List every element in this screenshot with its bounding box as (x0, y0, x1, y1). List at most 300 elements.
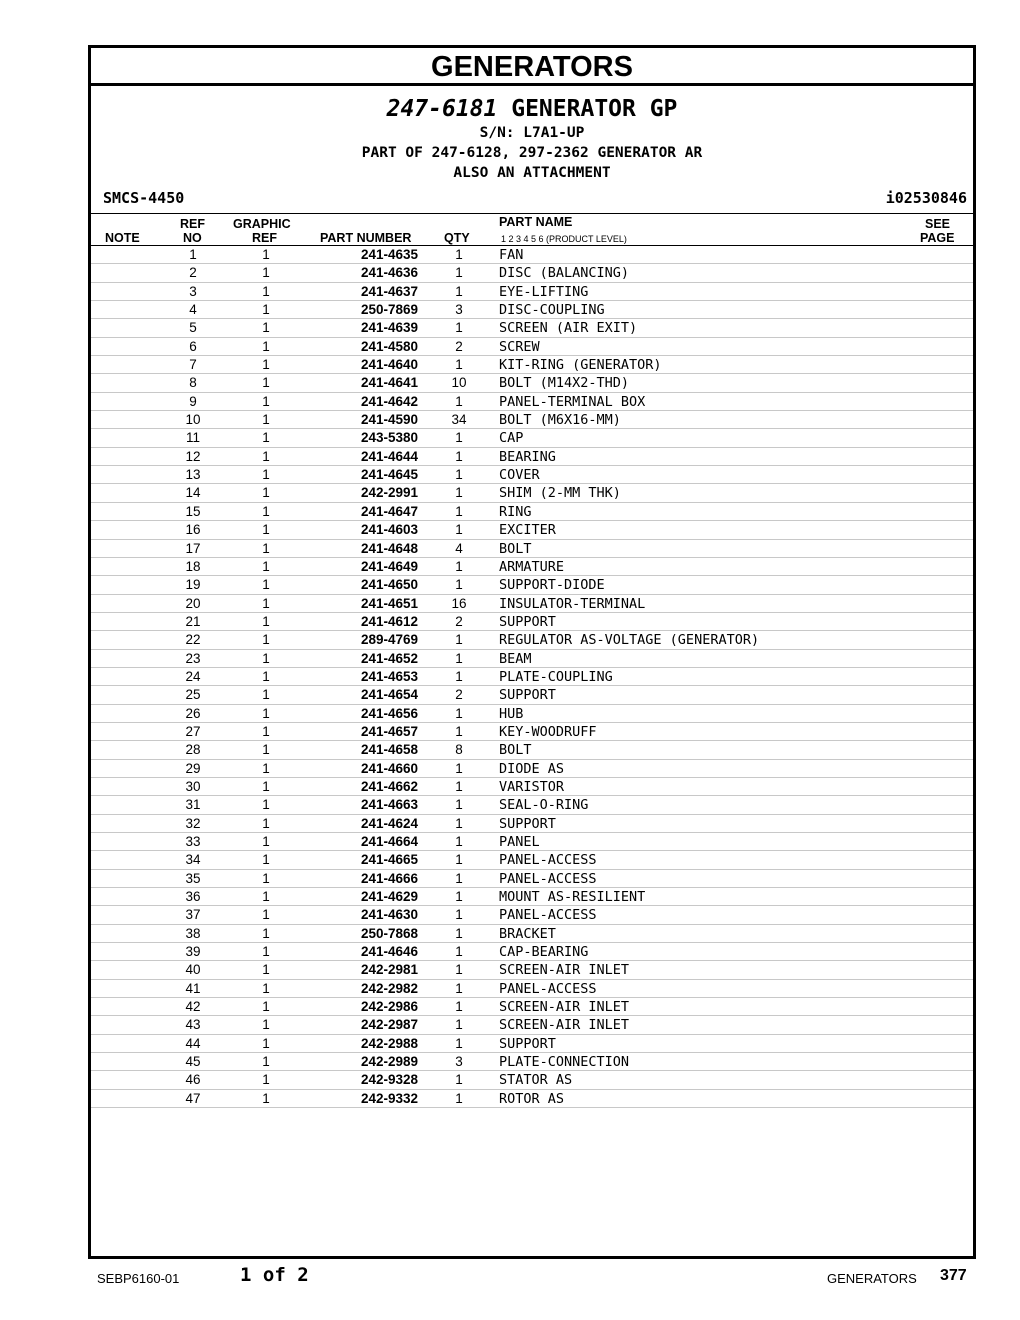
graphic-ref: 1 (262, 1090, 270, 1106)
footer-page-number: 377 (940, 1267, 967, 1284)
table-row (91, 650, 973, 668)
table-row (91, 595, 973, 613)
graphic-ref: 1 (262, 778, 270, 794)
table-row (91, 906, 973, 924)
col-ref-top: REF (180, 217, 205, 231)
table-row (91, 374, 973, 392)
col-part-number: PART NUMBER (320, 231, 412, 245)
table-row (91, 319, 973, 337)
qty: 1 (455, 723, 463, 739)
part-name: PLATE-CONNECTION (499, 1054, 630, 1071)
table-row (91, 356, 973, 374)
qty: 1 (455, 485, 463, 501)
part-number: 242-2987 (360, 1017, 418, 1033)
graphic-ref: 1 (262, 595, 270, 611)
part-number: 241-4640 (360, 357, 418, 373)
table-row (91, 961, 973, 979)
part-number: 289-4769 (360, 632, 418, 648)
ref-no: 46 (185, 1072, 201, 1088)
ref-no: 6 (189, 338, 197, 354)
qty: 1 (455, 907, 463, 923)
graphic-ref: 1 (262, 742, 270, 758)
part-number: 241-4580 (360, 338, 418, 354)
part-of-line: PART OF 247-6128, 297-2362 GENERATOR AR (361, 145, 703, 161)
table-row (91, 870, 973, 888)
part-name: BOLT (M6X16-MM) (499, 412, 621, 429)
table-row (91, 613, 973, 631)
ref-no: 20 (185, 595, 201, 611)
qty: 1 (455, 815, 463, 831)
qty: 1 (455, 797, 463, 813)
part-number: 241-4663 (360, 797, 418, 813)
qty: 1 (455, 834, 463, 849)
part-name: CAP (499, 430, 524, 447)
graphic-ref: 1 (262, 852, 270, 868)
part-name: HUB (499, 705, 524, 722)
ref-no: 3 (189, 283, 197, 299)
part-number: 241-4653 (360, 668, 418, 684)
part-name: BRACKET (499, 925, 556, 942)
part-name: BEARING (499, 448, 556, 465)
part-number: 241-4637 (360, 283, 418, 299)
ref-no: 10 (185, 412, 201, 428)
qty: 1 (455, 522, 463, 538)
graphic-ref: 1 (262, 540, 270, 556)
part-number: 241-4648 (360, 540, 418, 556)
ref-no: 38 (185, 925, 201, 941)
table-row (91, 888, 973, 906)
group-number: 247-6181 (386, 96, 498, 122)
graphic-ref: 1 (262, 338, 270, 354)
part-name: RING (499, 503, 532, 520)
qty: 1 (455, 962, 463, 978)
qty: 1 (455, 503, 463, 519)
ref-no: 1 (189, 247, 197, 262)
part-number: 241-4658 (360, 742, 418, 758)
graphic-ref: 1 (262, 687, 270, 703)
part-name: PANEL-TERMINAL BOX (499, 393, 646, 410)
part-name: BOLT (499, 540, 532, 557)
part-number: 241-4654 (360, 687, 418, 703)
table-row (91, 521, 973, 539)
graphic-ref: 1 (262, 247, 270, 262)
part-number: 242-2989 (360, 1054, 418, 1070)
table-row (91, 705, 973, 723)
qty: 1 (455, 1017, 463, 1033)
ref-no: 41 (185, 980, 201, 996)
graphic-ref: 1 (262, 723, 270, 739)
part-number: 241-4636 (360, 265, 418, 281)
part-name: KEY-WOODRUFF (499, 723, 597, 740)
part-name: BOLT (499, 742, 532, 759)
part-number: 241-4641 (360, 375, 418, 391)
illustration-id: i02530846 (885, 189, 967, 207)
table-row (91, 668, 973, 686)
part-name: FAN (499, 247, 524, 263)
ref-no: 26 (185, 705, 201, 721)
part-name: MOUNT AS-RESILIENT (499, 889, 646, 906)
table-row (91, 264, 973, 282)
part-number: 242-2981 (360, 962, 418, 978)
part-number: 242-9328 (360, 1072, 418, 1088)
graphic-ref: 1 (262, 962, 270, 978)
col-note: NOTE (105, 231, 140, 245)
table-row (91, 760, 973, 778)
part-name: SCREW (499, 338, 540, 355)
ref-no: 8 (189, 375, 197, 391)
ref-no: 4 (189, 302, 197, 318)
ref-no: 5 (189, 320, 197, 336)
ref-no: 31 (185, 797, 201, 813)
graphic-ref: 1 (262, 412, 270, 428)
part-number: 241-4629 (360, 889, 418, 905)
part-number: 241-4644 (360, 448, 418, 464)
part-name: STATOR AS (499, 1072, 573, 1089)
ref-no: 23 (185, 650, 201, 666)
group-name: GENERATOR GP (511, 96, 678, 122)
ref-no: 7 (189, 357, 197, 373)
qty: 1 (455, 1072, 463, 1088)
part-name: SCREEN-AIR INLET (499, 962, 630, 979)
ref-no: 43 (185, 1017, 201, 1033)
graphic-ref: 1 (262, 980, 270, 996)
qty: 1 (455, 320, 463, 336)
part-number: 241-4642 (360, 393, 418, 409)
column-headers (91, 214, 973, 246)
table-row (91, 1016, 973, 1034)
qty: 2 (455, 613, 463, 629)
qty: 2 (455, 687, 463, 703)
qty: 1 (455, 944, 463, 960)
table-row (91, 833, 973, 851)
graphic-ref: 1 (262, 613, 270, 629)
ref-no: 33 (185, 834, 201, 849)
part-name: SUPPORT (499, 1035, 556, 1052)
group-title (91, 95, 973, 123)
qty: 4 (455, 540, 463, 556)
footer-doc-id: SEBP6160-01 (97, 1271, 180, 1286)
col-graphic-bottom: REF (252, 231, 277, 245)
table-row (91, 1035, 973, 1053)
part-number: 241-4650 (360, 577, 418, 593)
qty: 1 (455, 852, 463, 868)
qty: 1 (455, 1035, 463, 1051)
part-number: 241-4665 (360, 852, 418, 868)
graphic-ref: 1 (262, 393, 270, 409)
ref-no: 37 (185, 907, 201, 923)
part-name: SCREEN (AIR EXIT) (499, 320, 638, 337)
part-number: 241-4645 (360, 467, 418, 483)
qty: 10 (451, 375, 467, 391)
qty: 1 (455, 467, 463, 483)
table-row (91, 246, 973, 264)
part-number: 241-4666 (360, 870, 418, 886)
footer-page-of: 1 of 2 (240, 1264, 309, 1286)
graphic-ref: 1 (262, 705, 270, 721)
part-name: SUPPORT (499, 687, 556, 704)
table-row (91, 338, 973, 356)
table-row (91, 411, 973, 429)
table-row (91, 998, 973, 1016)
part-name: ARMATURE (499, 558, 565, 575)
table-row (91, 851, 973, 869)
table-row (91, 778, 973, 796)
part-number: 241-4612 (360, 613, 418, 629)
ref-no: 27 (185, 723, 201, 739)
graphic-ref: 1 (262, 1035, 270, 1051)
part-name: ROTOR AS (499, 1090, 565, 1107)
table-row (91, 980, 973, 998)
graphic-ref: 1 (262, 577, 270, 593)
graphic-ref: 1 (262, 320, 270, 336)
part-name: SCREEN-AIR INLET (499, 1017, 630, 1034)
part-number: 241-4660 (360, 760, 418, 776)
ref-no: 28 (185, 742, 201, 758)
qty: 1 (455, 760, 463, 776)
qty: 1 (455, 247, 463, 262)
table-row (91, 283, 973, 301)
ref-no: 25 (185, 687, 201, 703)
part-name: PANEL-ACCESS (499, 870, 597, 887)
ref-no: 42 (185, 999, 201, 1015)
graphic-ref: 1 (262, 430, 270, 446)
table-row (91, 558, 973, 576)
table-row (91, 796, 973, 814)
part-name: SEAL-O-RING (499, 797, 589, 814)
part-name: PANEL (499, 834, 540, 850)
graphic-ref: 1 (262, 650, 270, 666)
ref-no: 29 (185, 760, 201, 776)
part-number: 242-2988 (360, 1035, 418, 1051)
part-name: INSULATOR-TERMINAL (499, 595, 646, 612)
part-number: 242-2982 (360, 980, 418, 996)
smcs-code: SMCS-4450 (103, 189, 185, 207)
col-part-name: PART NAME (499, 215, 573, 229)
graphic-ref: 1 (262, 815, 270, 831)
table-row (91, 429, 973, 447)
part-number: 242-2991 (360, 485, 418, 501)
ref-no: 35 (185, 870, 201, 886)
qty: 34 (451, 412, 467, 428)
part-name: COVER (499, 467, 540, 484)
table-row (91, 1071, 973, 1089)
qty: 8 (455, 742, 463, 758)
part-number: 250-7868 (360, 925, 418, 941)
part-name: REGULATOR AS-VOLTAGE (GENERATOR) (499, 632, 760, 649)
part-name: BOLT (M14X2-THD) (499, 375, 630, 392)
qty: 3 (455, 302, 463, 318)
qty: 1 (455, 558, 463, 574)
qty: 3 (455, 1054, 463, 1070)
table-row (91, 723, 973, 741)
col-see-top: SEE (925, 217, 951, 231)
ref-no: 36 (185, 889, 201, 905)
part-name: DISC (BALANCING) (499, 265, 630, 282)
serial-range: S/N: L7A1-UP (479, 125, 585, 141)
graphic-ref: 1 (262, 1017, 270, 1033)
part-number: 241-4639 (360, 320, 418, 336)
part-number: 241-4624 (360, 815, 418, 831)
part-number: 241-4590 (360, 412, 418, 428)
graphic-ref: 1 (262, 522, 270, 538)
table-row (91, 484, 973, 502)
graphic-ref: 1 (262, 485, 270, 501)
ref-no: 19 (185, 577, 201, 593)
graphic-ref: 1 (262, 1072, 270, 1088)
ref-no: 9 (189, 393, 197, 409)
parts-list (91, 246, 973, 1108)
qty: 1 (455, 889, 463, 905)
part-name: EXCITER (499, 522, 556, 539)
footer-section: GENERATORS (827, 1271, 917, 1286)
smcs-row (91, 188, 973, 214)
qty: 1 (455, 448, 463, 464)
ref-no: 21 (185, 613, 201, 629)
graphic-ref: 1 (262, 907, 270, 923)
graphic-ref: 1 (262, 870, 270, 886)
qty: 1 (455, 999, 463, 1015)
graphic-ref: 1 (262, 760, 270, 776)
table-row (91, 686, 973, 704)
part-number: 241-4630 (360, 907, 418, 923)
graphic-ref: 1 (262, 375, 270, 391)
table-row (91, 301, 973, 319)
ref-no: 44 (185, 1035, 201, 1051)
col-see-bottom: PAGE (920, 231, 955, 245)
table-row (91, 466, 973, 484)
col-graphic-top: GRAPHIC (233, 217, 291, 231)
part-number: 241-4657 (360, 723, 418, 739)
graphic-ref: 1 (262, 302, 270, 318)
graphic-ref: 1 (262, 834, 270, 849)
graphic-ref: 1 (262, 558, 270, 574)
graphic-ref: 1 (262, 503, 270, 519)
part-number: 242-9332 (360, 1090, 418, 1106)
part-number: 241-4646 (360, 944, 418, 960)
col-ref-bottom: NO (183, 231, 202, 245)
graphic-ref: 1 (262, 283, 270, 299)
qty: 2 (455, 338, 463, 354)
qty: 1 (455, 393, 463, 409)
part-number: 241-4651 (360, 595, 418, 611)
qty: 1 (455, 668, 463, 684)
ref-no: 12 (185, 448, 201, 464)
part-number: 241-4603 (360, 522, 418, 538)
ref-no: 40 (185, 962, 201, 978)
ref-no: 30 (185, 778, 201, 794)
part-number: 241-4649 (360, 558, 418, 574)
part-number: 241-4662 (360, 778, 418, 794)
part-name: PANEL-ACCESS (499, 852, 597, 869)
part-number: 241-4635 (360, 247, 418, 262)
graphic-ref: 1 (262, 797, 270, 813)
col-product-levels: 1 2 3 4 5 6 (PRODUCT LEVEL) (501, 234, 627, 244)
ref-no: 18 (185, 558, 201, 574)
part-name: PANEL-ACCESS (499, 907, 597, 924)
part-name: CAP-BEARING (499, 944, 589, 961)
table-row (91, 393, 973, 411)
part-name: EYE-LIFTING (499, 283, 589, 300)
part-number: 241-4664 (360, 834, 418, 849)
ref-no: 47 (185, 1090, 201, 1106)
ref-no: 34 (185, 852, 201, 868)
part-name: BEAM (499, 650, 532, 667)
graphic-ref: 1 (262, 944, 270, 960)
qty: 1 (455, 1090, 463, 1106)
ref-no: 13 (185, 467, 201, 483)
part-name: SHIM (2-MM THK) (499, 485, 621, 502)
group-heading (91, 95, 973, 183)
page-footer (0, 1262, 1020, 1292)
part-name: SUPPORT (499, 815, 556, 832)
table-row (91, 448, 973, 466)
table-row (91, 815, 973, 833)
ref-no: 11 (185, 430, 200, 446)
qty: 16 (451, 595, 467, 611)
part-number: 241-4656 (360, 705, 418, 721)
qty: 1 (455, 980, 463, 996)
part-number: 241-4647 (360, 503, 418, 519)
graphic-ref: 1 (262, 265, 270, 281)
section-title: GENERATORS (91, 48, 973, 86)
part-name: SCREEN-AIR INLET (499, 999, 630, 1016)
qty: 1 (455, 925, 463, 941)
table-row (91, 503, 973, 521)
table-row (91, 943, 973, 961)
part-name: SUPPORT-DIODE (499, 577, 605, 594)
qty: 1 (455, 357, 463, 373)
graphic-ref: 1 (262, 357, 270, 373)
qty: 1 (455, 632, 463, 648)
qty: 1 (455, 778, 463, 794)
part-number: 241-4652 (360, 650, 418, 666)
qty: 1 (455, 577, 463, 593)
part-number: 243-5380 (360, 430, 418, 446)
part-name: PLATE-COUPLING (499, 668, 613, 685)
ref-no: 14 (185, 485, 201, 501)
attachment-note: ALSO AN ATTACHMENT (453, 165, 611, 181)
ref-no: 16 (185, 522, 201, 538)
ref-no: 17 (185, 540, 201, 556)
part-name: PANEL-ACCESS (499, 980, 597, 997)
ref-no: 32 (185, 815, 201, 831)
graphic-ref: 1 (262, 632, 270, 648)
table-row (91, 741, 973, 759)
table-row (91, 1090, 973, 1108)
part-name: SUPPORT (499, 613, 556, 630)
ref-no: 15 (185, 503, 201, 519)
table-row (91, 631, 973, 649)
ref-no: 39 (185, 944, 201, 960)
qty: 1 (455, 870, 463, 886)
graphic-ref: 1 (262, 925, 270, 941)
table-row (91, 540, 973, 558)
graphic-ref: 1 (262, 889, 270, 905)
graphic-ref: 1 (262, 999, 270, 1015)
table-row (91, 925, 973, 943)
part-name: DIODE AS (499, 760, 565, 777)
graphic-ref: 1 (262, 668, 270, 684)
qty: 1 (455, 430, 463, 446)
qty: 1 (455, 650, 463, 666)
graphic-ref: 1 (262, 448, 270, 464)
col-qty: QTY (444, 231, 470, 245)
part-number: 250-7869 (360, 302, 418, 318)
ref-no: 22 (185, 632, 201, 648)
part-number: 242-2986 (360, 999, 418, 1015)
qty: 1 (455, 283, 463, 299)
graphic-ref: 1 (262, 1054, 270, 1070)
